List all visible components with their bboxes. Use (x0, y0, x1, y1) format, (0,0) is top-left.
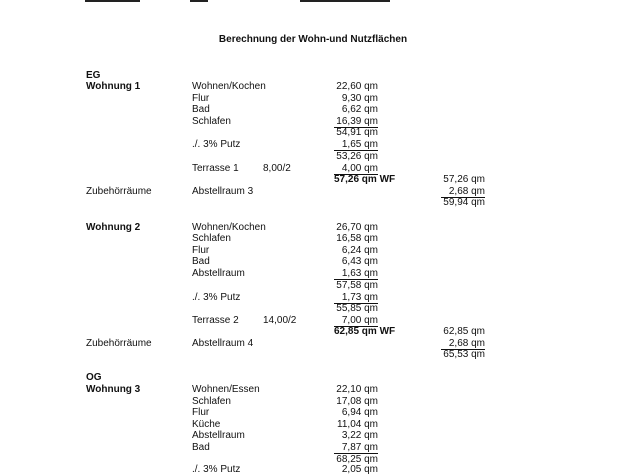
accessory-rooms-label: Zubehörräume (86, 186, 152, 197)
living-area-total: 57,26 qm WF (334, 174, 396, 185)
room-name: Schlafen (192, 396, 231, 407)
room-area: 3,22 qm (341, 430, 378, 441)
room-area: 17,08 qm (336, 396, 378, 407)
room-area: 16,39 qm (334, 116, 378, 128)
room-area: 6,24 qm (341, 245, 378, 256)
room-area: 26,70 qm (336, 222, 378, 233)
scan-edge-mark (300, 0, 390, 2)
room-area: 11,04 qm (337, 419, 378, 430)
subtotal: 68,25 qm (336, 454, 378, 465)
terrace-calc: 8,00/2 (263, 163, 291, 174)
room-name: Küche (192, 419, 221, 430)
accessory-rooms-label: Zubehörräume (86, 338, 152, 349)
room-area: 7,87 qm (334, 442, 378, 454)
terrace-calc: 14,00/2 (263, 315, 297, 326)
accessory-room-name: Abstellraum 3 (192, 186, 254, 197)
room-area: 22,60 qm (336, 81, 378, 92)
net-area: 55,85 qm (336, 303, 378, 314)
room-name: Flur (192, 93, 210, 104)
subtotal: 54,91 qm (336, 127, 378, 138)
living-area-total: 62,85 qm WF (334, 326, 396, 337)
room-name: Wohnen/Essen (192, 384, 260, 395)
room-area: 1,63 qm (334, 268, 378, 280)
accessory-room-area: 2,68 qm (441, 338, 485, 350)
room-name: Flur (192, 245, 210, 256)
plaster-deduction-value: 1,73 qm (334, 292, 378, 304)
plaster-deduction-value: 1,65 qm (334, 139, 378, 151)
scan-edge-mark (85, 0, 140, 2)
accessory-room-area: 2,68 qm (441, 186, 485, 198)
terrace-label: Terrasse 2 (192, 315, 239, 326)
plaster-deduction-label: ./. 3% Putz (192, 292, 241, 303)
plaster-deduction-value: 2,05 qm (341, 464, 378, 475)
apartment-1-title: Wohnung 1 (86, 81, 141, 92)
page-title: Berechnung der Wohn-und Nutzflächen (218, 34, 408, 45)
room-name: Flur (192, 407, 210, 418)
terrace-area: 4,00 qm (334, 163, 378, 175)
room-name: Bad (192, 256, 210, 267)
room-area: 6,94 qm (341, 407, 378, 418)
room-area: 16,58 qm (336, 233, 378, 244)
floor-label-eg: EG (86, 70, 101, 81)
apartment-3-title: Wohnung 3 (86, 384, 141, 395)
net-area: 53,26 qm (336, 151, 378, 162)
plaster-deduction-label: ./. 3% Putz (192, 139, 241, 150)
room-name: Bad (192, 104, 210, 115)
subtotal: 57,58 qm (336, 280, 378, 291)
right-column-living-area: 62,85 qm (443, 326, 485, 337)
room-area: 6,43 qm (341, 256, 378, 267)
room-name: Schlafen (192, 233, 231, 244)
room-name: Abstellraum (192, 430, 245, 441)
scan-edge-mark (190, 0, 208, 2)
room-area: 9,30 qm (341, 93, 378, 104)
room-name: Wohnen/Kochen (192, 81, 266, 92)
plaster-deduction-label: ./. 3% Putz (192, 464, 241, 475)
terrace-label: Terrasse 1 (192, 163, 239, 174)
room-name: Bad (192, 442, 210, 453)
room-area: 22,10 qm (336, 384, 378, 395)
floor-label-og: OG (86, 372, 102, 383)
room-name: Schlafen (192, 116, 231, 127)
accessory-room-name: Abstellraum 4 (192, 338, 254, 349)
terrace-area: 7,00 qm (334, 315, 378, 327)
apartment-2-title: Wohnung 2 (86, 222, 141, 233)
room-area: 6,62 qm (341, 104, 378, 115)
right-column-living-area: 57,26 qm (443, 174, 485, 185)
room-name: Wohnen/Kochen (192, 222, 266, 233)
room-name: Abstellraum (192, 268, 245, 279)
apartment-total: 59,94 qm (443, 197, 485, 208)
apartment-total: 65,53 qm (443, 349, 485, 360)
